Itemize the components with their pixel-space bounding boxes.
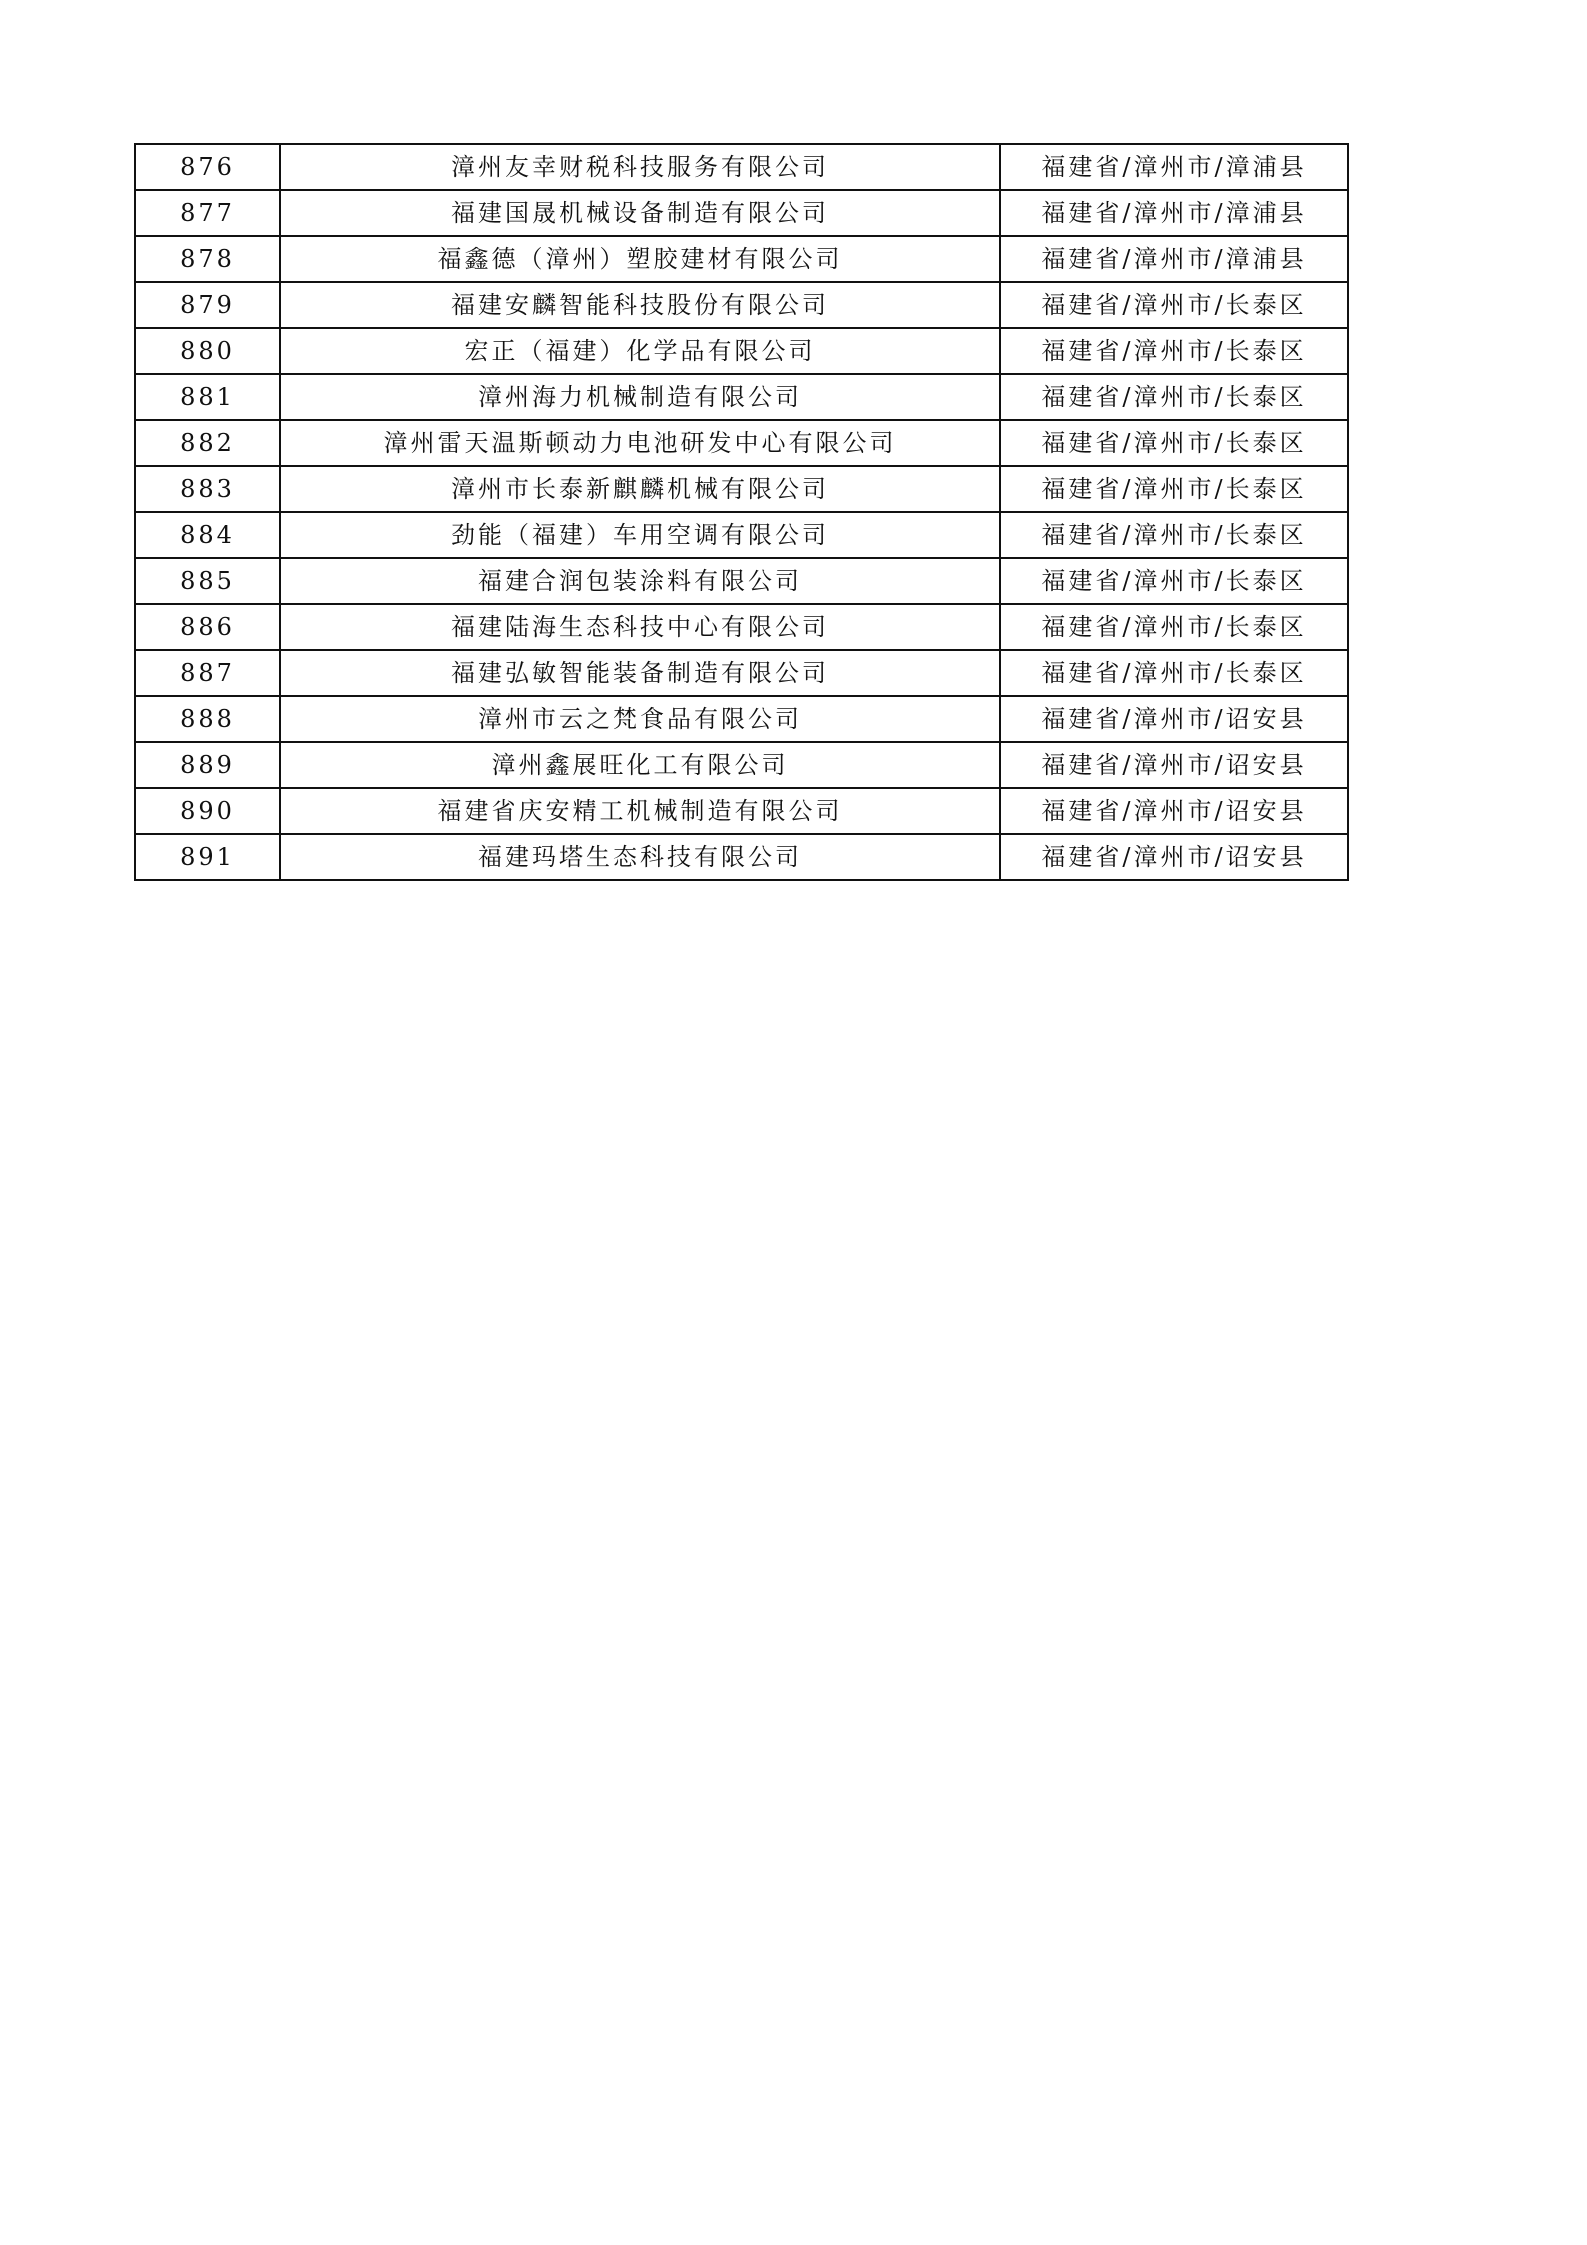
row-number: 879: [135, 282, 280, 328]
company-name: 劲能（福建）车用空调有限公司: [280, 512, 1000, 558]
row-number: 888: [135, 696, 280, 742]
company-region: 福建省/漳州市/漳浦县: [1000, 236, 1348, 282]
row-number: 883: [135, 466, 280, 512]
company-name: 福建国晟机械设备制造有限公司: [280, 190, 1000, 236]
table-row: [135, 420, 1348, 466]
company-name: 漳州雷天温斯顿动力电池研发中心有限公司: [280, 420, 1000, 466]
table-body: [135, 144, 1348, 880]
row-number: 886: [135, 604, 280, 650]
company-list-table: [134, 143, 1349, 881]
company-region: 福建省/漳州市/长泰区: [1000, 374, 1348, 420]
company-region: 福建省/漳州市/长泰区: [1000, 420, 1348, 466]
company-name: 福建玛塔生态科技有限公司: [280, 834, 1000, 880]
company-region: 福建省/漳州市/漳浦县: [1000, 190, 1348, 236]
company-region: 福建省/漳州市/长泰区: [1000, 604, 1348, 650]
row-number: 877: [135, 190, 280, 236]
company-name: 福建弘敏智能装备制造有限公司: [280, 650, 1000, 696]
company-region: 福建省/漳州市/长泰区: [1000, 282, 1348, 328]
company-region: 福建省/漳州市/长泰区: [1000, 512, 1348, 558]
company-region: 福建省/漳州市/诏安县: [1000, 696, 1348, 742]
company-name: 福鑫德（漳州）塑胶建材有限公司: [280, 236, 1000, 282]
table-row: [135, 190, 1348, 236]
table-row: [135, 282, 1348, 328]
table-row: [135, 236, 1348, 282]
company-region: 福建省/漳州市/长泰区: [1000, 466, 1348, 512]
company-name: 福建陆海生态科技中心有限公司: [280, 604, 1000, 650]
table-row: [135, 696, 1348, 742]
company-name: 福建安麟智能科技股份有限公司: [280, 282, 1000, 328]
table-row: [135, 374, 1348, 420]
company-region: 福建省/漳州市/长泰区: [1000, 328, 1348, 374]
company-name: 福建合润包装涂料有限公司: [280, 558, 1000, 604]
company-region: 福建省/漳州市/诏安县: [1000, 788, 1348, 834]
row-number: 887: [135, 650, 280, 696]
row-number: 881: [135, 374, 280, 420]
company-name: 漳州海力机械制造有限公司: [280, 374, 1000, 420]
table-row: [135, 512, 1348, 558]
company-name: 漳州鑫展旺化工有限公司: [280, 742, 1000, 788]
table-row: [135, 466, 1348, 512]
table-row: [135, 144, 1348, 190]
table-row: [135, 558, 1348, 604]
company-name: 漳州市长泰新麒麟机械有限公司: [280, 466, 1000, 512]
company-name: 宏正（福建）化学品有限公司: [280, 328, 1000, 374]
row-number: 882: [135, 420, 280, 466]
row-number: 884: [135, 512, 280, 558]
company-region: 福建省/漳州市/诏安县: [1000, 742, 1348, 788]
company-region: 福建省/漳州市/长泰区: [1000, 558, 1348, 604]
company-name: 漳州市云之梵食品有限公司: [280, 696, 1000, 742]
table-row: [135, 604, 1348, 650]
company-region: 福建省/漳州市/漳浦县: [1000, 144, 1348, 190]
row-number: 890: [135, 788, 280, 834]
table-row: [135, 834, 1348, 880]
company-region: 福建省/漳州市/诏安县: [1000, 834, 1348, 880]
company-region: 福建省/漳州市/长泰区: [1000, 650, 1348, 696]
row-number: 889: [135, 742, 280, 788]
row-number: 876: [135, 144, 280, 190]
table-row: [135, 328, 1348, 374]
table-row: [135, 788, 1348, 834]
row-number: 891: [135, 834, 280, 880]
table-row: [135, 742, 1348, 788]
table-row: [135, 650, 1348, 696]
row-number: 885: [135, 558, 280, 604]
row-number: 880: [135, 328, 280, 374]
row-number: 878: [135, 236, 280, 282]
company-name: 福建省庆安精工机械制造有限公司: [280, 788, 1000, 834]
company-name: 漳州友幸财税科技服务有限公司: [280, 144, 1000, 190]
